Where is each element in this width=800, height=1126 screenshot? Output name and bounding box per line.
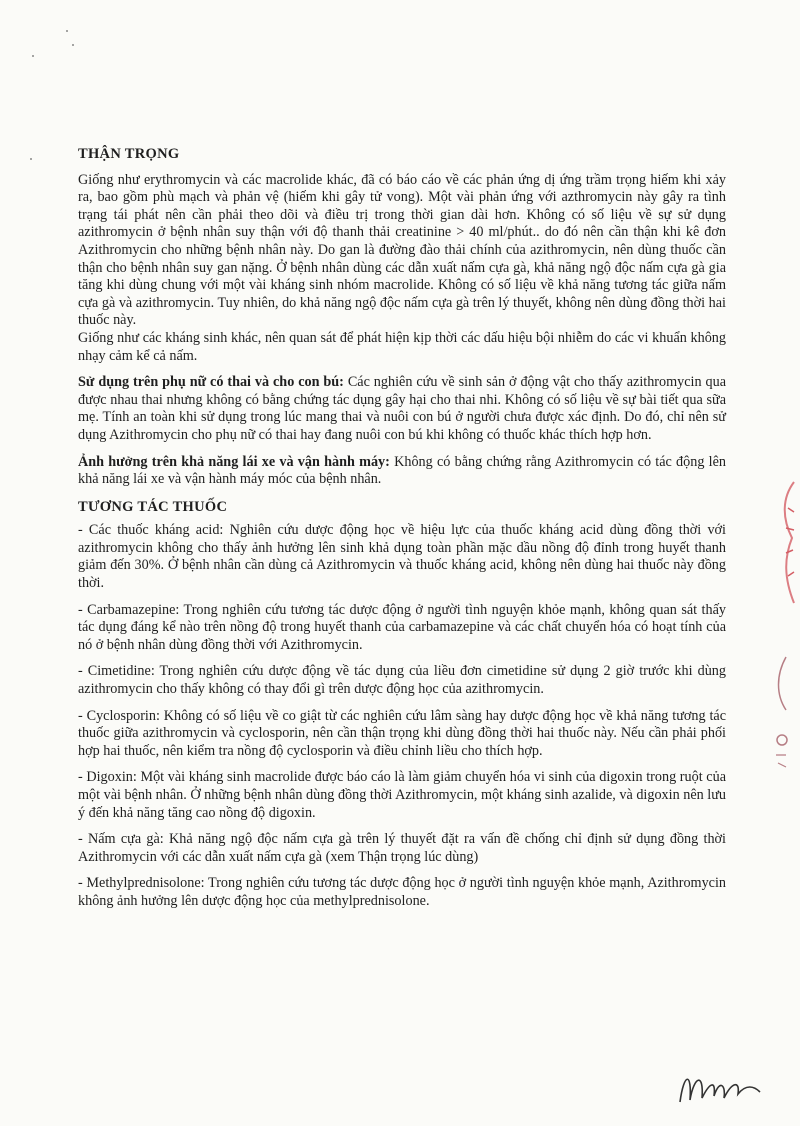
driving-paragraph (78, 454, 726, 489)
precautions-paragraph-2: Giống như các kháng sinh khác, nên quan sát để phát hiện kịp thời các dấu hiệu bội nhiễm do các vi khuẩn không nhạy cảm kể cả nấm. (78, 329, 726, 364)
stamp-fragment-icon (770, 655, 792, 775)
signature-icon (676, 1062, 766, 1112)
heading-precautions: THẬN TRỌNG (78, 146, 180, 162)
pregnancy-lead: Sử dụng trên phụ nữ có thai và cho con bú: (78, 374, 344, 391)
precautions-paragraph: Giống như erythromycin và các macrolide khác, đã có báo cáo về các phản ứng dị ứng trầm trọng hiếm khi xảy ra, bao gồm phù mạch và phản vệ (hiếm khi gây tử vong). Một vài phản ứng với azthromycin này gây ra tình trạng tái phát nên cần phải theo dõi và điều trị trong thời gian dài hơn. Không có số liệu về sự sử dụng azithromycin ở bệnh nhân suy thận với độ thanh thải creatinine > 40 ml/phút.. do đó nên cần thận khi kê đơn Azithromycin cho những bệnh nhân này. Do gan là đường đào thải chính của azithromycin, nên dùng thuốc cần thận cho bệnh nhân suy gan nặng. Ở bệnh nhân dùng các dẫn xuất nấm cựa gà, khả năng ngộ độc nấm cựa gà gia tăng khi dùng chung với một vài kháng sinh nhóm macrolide. Không có số liệu về khả năng tương tác giữa nấm cựa gà và azithromycin. Tuy nhiên, do khả năng ngộ độc nấm cựa gà trên lý thuyết, không nên dùng đồng thời hai thuốc này. (78, 171, 726, 329)
scan-speck (30, 158, 32, 160)
interaction-item-methylprednisolone: - Methylprednisolone: Trong nghiên cứu tương tác dược động học ở người tình nguyện khỏe mạnh, Azithromycin không ảnh hưởng lên dược động học của methylprednisolone. (78, 875, 726, 909)
interaction-item-cyclosporin: - Cyclosporin: Không có số liệu về co giật từ các nghiên cứu lâm sàng hay dược động học về khả năng tương tác thuốc giữa azithromycin và cyclosporin, nên cần thận trọng khi dùng đồng thời hai thuốc này. Nếu cần phải phối hợp hai thuốc, nên kiểm tra nồng độ cyclosporin và điều chỉnh liều cho thích hợp. (78, 707, 726, 759)
pregnancy-paragraph (78, 374, 726, 444)
interaction-item-antacids: - Các thuốc kháng acid: Nghiên cứu dược động học về hiệu lực của thuốc kháng acid dùng đồng thời với azithromycin không cho thấy ảnh hưởng lên sinh khả dụng toàn phần mặc dầu nồng độ đỉnh trong huyết thanh giảm đến 30%. Ở bệnh nhân cần dùng cả Azithromycin và thuốc kháng acid, không nên dùng hai thuốc này đồng thời. (78, 522, 726, 592)
scan-speck (66, 30, 68, 32)
scan-speck (72, 44, 74, 46)
interaction-item-carbamazepine: - Carbamazepine: Trong nghiên cứu tương tác dược động ở người tình nguyện khỏe mạnh, không quan sát thấy tác dụng đáng kể nào trên nồng độ trong huyết thanh của carbamazepine và các chất chuyển hóa có hoạt tính của nó ở bệnh nhân dùng đồng thời với Azithromycin. (78, 601, 726, 653)
scan-speck (32, 55, 34, 57)
pregnancy-text: Các nghiên cứu về sinh sản ở động vật cho thấy azithromycin qua được nhau thai nhưng không có bằng chứng tác dụng gây hại cho thai nhi. Không có số liệu về sự bài tiết qua sữa mẹ. Tính an toàn khi sử dụng trong lúc mang thai và nuôi con bú ở người chưa được xác định. Do đó, chỉ nên sử dụng Azithromycin cho phụ nữ có thai hay đang nuôi con bú khi không có thuốc khác thích hợp hơn. (78, 374, 726, 443)
driving-text: Không có bằng chứng rằng Azithromycin có tác động lên khả năng lái xe và vận hành máy móc của bệnh nhân. (78, 453, 727, 488)
interaction-item-cimetidine: - Cimetidine: Trong nghiên cứu dược động về tác dụng của liều đơn cimetidine sử dụng 2 giờ trước khi dùng azithromycin cho thấy không có thay đổi gì trên dược động học của azithromycin. (78, 663, 726, 698)
faded-stamp-mark (770, 655, 792, 775)
driving-lead: Ảnh hưởng trên khả năng lái xe và vận hành máy: (78, 453, 390, 470)
heading-interactions: TƯƠNG TÁC THUỐC (78, 498, 228, 515)
interaction-item-ergot: - Nấm cựa gà: Khả năng ngộ độc nấm cựa gà trên lý thuyết đặt ra vấn đề chống chỉ định sử dụng đồng thời Azithromycin với các dẫn xuất nấm cựa gà (xem Thận trọng lúc dùng) (78, 831, 726, 865)
interaction-item-digoxin: - Digoxin: Một vài kháng sinh macrolide được báo cáo là làm giảm chuyển hóa vi sinh của digoxin trong ruột của một vài bệnh nhân. Ở những bệnh nhân dùng đồng thời Azithromycin, một kháng sinh azalide, và digoxin nên lưu ý đến khả năng tăng cao nồng độ digoxin. (78, 769, 726, 821)
document-body (78, 146, 726, 920)
red-stamp-mark (772, 478, 798, 608)
stamp-fragment-icon (774, 478, 798, 608)
